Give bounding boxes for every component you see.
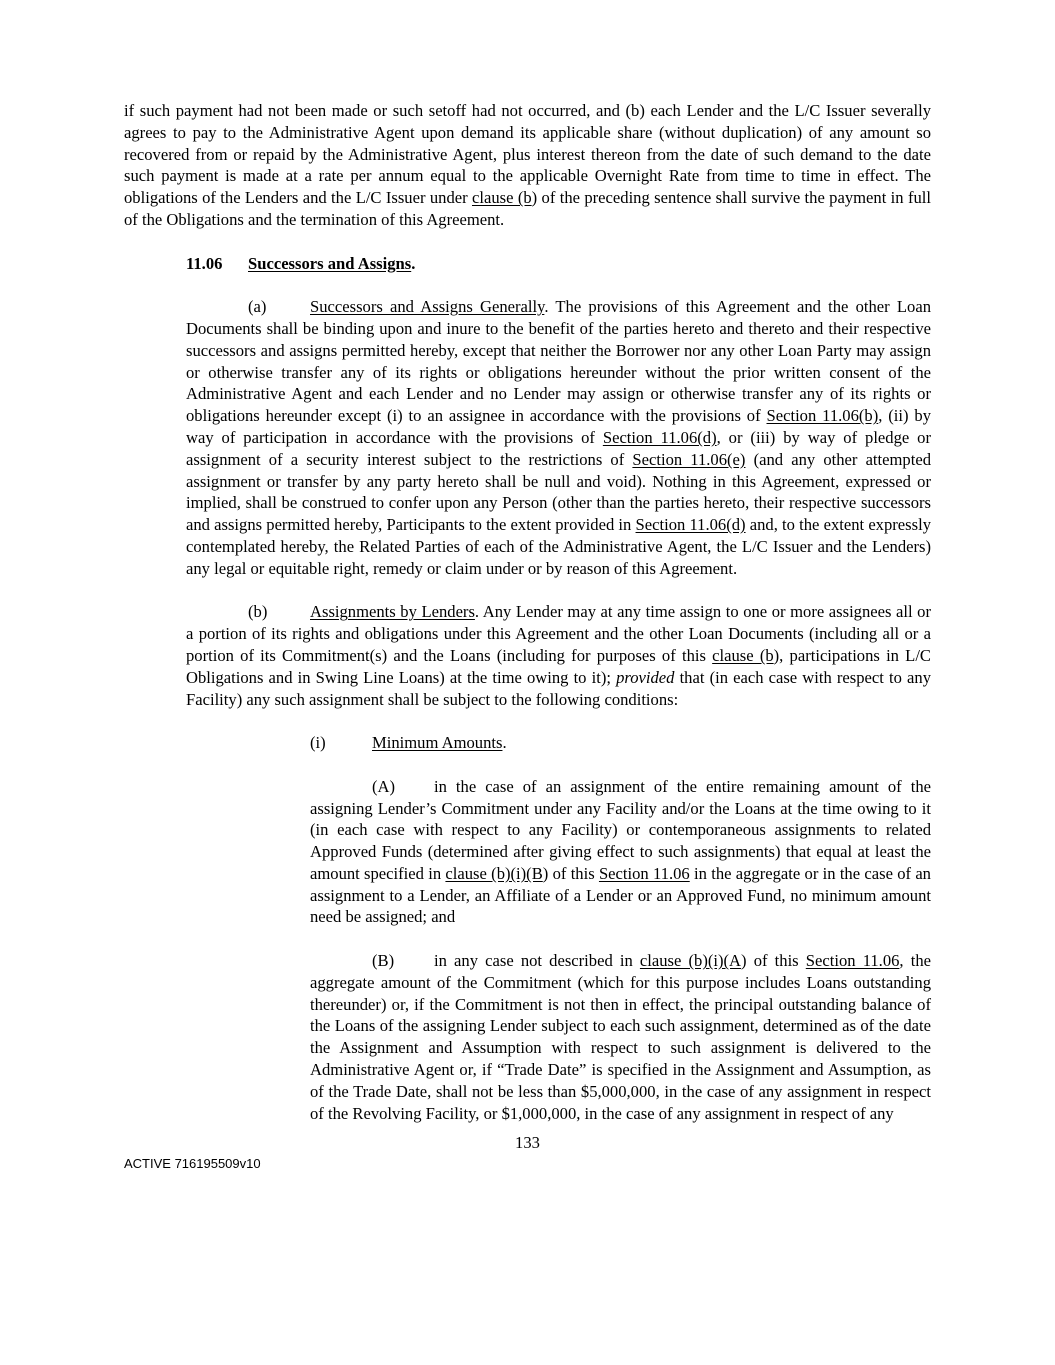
text-run: if such payment had not been made or such setoff had not occurred, and (b) each Lender and the L/C Issuer severally agrees to pay to the Administrative Agent upon demand its applicable share (without duplication) of any amount so recovered from or repaid by the Administrative Agent, plus interest thereon from the date of such demand to the date such payment is made at a rate per annum equal to the applicable Overnight Rate from time to time in effect. The obligations of the Lenders and the L/C Issuer under <box>124 101 931 208</box>
text-run: ) of the preceding sentence shall survive the payment in full of the Obligations and the termination of this Agreement. <box>124 188 931 229</box>
section-heading <box>186 253 931 275</box>
cross-reference: Section 11.06(d) <box>602 427 717 447</box>
paragraph-label: (B) <box>372 951 395 971</box>
cross-reference: Section 11.06 <box>805 951 900 971</box>
paragraph-a <box>186 296 931 579</box>
text-run: and, to the extent expressly contemplated hereby, the Related Parties of each of the Administrative Agent, the L/C Issuer and the Lenders) any legal or equitable right, remedy or claim under or by reason of this Agreement. <box>186 515 931 578</box>
text-run: ), participations in L/C Obligations and in Swing Line Loans) at the time owing to it); <box>186 645 931 687</box>
cross-reference: clause (b)(i)(B <box>445 863 543 883</box>
paragraph-b-i <box>310 732 931 754</box>
cross-reference: Section 11.06(d) <box>635 515 746 535</box>
text-run: ) of this <box>741 951 806 971</box>
paragraph-label: (a) <box>248 297 267 317</box>
text-run: . Any Lender may at any time assign to one or more assignees all or a portion of its rights and obligations under this Agreement and the other Loan Documents (including all or a portion of its Commitment(s) and the Loans (including for purposes of this <box>186 602 932 665</box>
cross-reference: Section 11.06 <box>598 863 690 883</box>
text-run: in the aggregate or in the case of an assignment to a Lender, an Affiliate of a Lender or an Approved Fund, no minimum amount need be assigned; and <box>310 863 931 927</box>
paragraph-label: (i) <box>310 733 326 753</box>
text-run: provided <box>616 667 675 687</box>
paragraph-b-i-A <box>310 776 931 929</box>
text-run: , or (iii) by way of pledge or assignment of a security interest subject to the restrictions of <box>186 427 931 469</box>
text-run: that (in each case with respect to any Facility) any such assignment shall be subject to the following conditions: <box>186 667 931 709</box>
cross-reference: Successors and Assigns <box>248 253 412 273</box>
text-run: , the aggregate amount of the Commitment (which for this purpose includes Loans outstanding thereunder) or, if the Commitment is not then in effect, the principal outstanding balance of the Loans of the assigning Lender subject to each such assignment, determined as of the date the Assignment and Assumption with respect to such assignment is delivered to the Administrative Agent or, if “Trade Date” is specified in the Assignment and Assumption, as of the Trade Date, shall not be less than $5,000,000, in the case of any assignment in respect of the Revolving Facility, or $1,000,000, in the case of any assignment in respect of any <box>310 951 931 1123</box>
document-id-footer: ACTIVE 716195509v10 <box>124 1156 261 1172</box>
cross-reference: clause (b)(i)(A <box>639 951 742 971</box>
text-run: (and any other attempted assignment or transfer by any party hereto shall be null and void). Nothing in this Agreement, expressed or implied, shall be construed to confer upon any Person (other than the parties hereto, their respective successors and assigns permitted hereby, Participants to the extent provided in <box>186 449 931 535</box>
cross-reference: Section 11.06(e) <box>632 449 746 469</box>
paragraph-label: (b) <box>248 602 268 622</box>
paragraph-label: 11.06 <box>186 253 223 273</box>
cross-reference: Minimum Amounts <box>372 733 503 753</box>
page-number: 133 <box>515 1133 540 1153</box>
text-run: in any case not described in <box>434 951 640 971</box>
paragraph-label: (A) <box>372 776 396 796</box>
paragraph-intro-continuation <box>124 100 931 231</box>
text-run: , (ii) by way of participation in accordance with the provisions of <box>186 406 932 447</box>
text-run: . <box>502 733 507 753</box>
text-run: in the case of an assignment of the entire remaining amount of the assigning Lender’s Commitment under any Facility and/or the Loans at the time owing to it (in each case with respect to any Facility) or contemporaneous assignments to related Approved Funds (determined after giving effect to such assignments) that equal at least the amount specified in <box>310 776 931 883</box>
text-run: ) of this <box>542 863 599 883</box>
cross-reference: clause (b <box>472 188 532 208</box>
text-run: . The provisions of this Agreement and the other Loan Documents shall be binding upon and inure to the benefit of the parties hereto and thereto and their respective successors and assigns permitted hereby, except that neither the Borrower nor any other Loan Party may assign or otherwise transfer any of its rights or obligations hereunder without the prior written consent of the Administrative Agent and each Lender and no Lender may assign or otherwise transfer any of its rights or obligations hereunder except (i) to an assignee in accordance with the provisions of <box>186 297 931 426</box>
cross-reference: Section 11.06(b) <box>766 406 879 426</box>
paragraph-b <box>186 601 931 710</box>
text-run: . <box>411 253 416 273</box>
cross-reference: Assignments by Lenders <box>310 602 475 622</box>
cross-reference: clause (b <box>712 645 774 665</box>
paragraph-b-i-B <box>310 950 931 1124</box>
cross-reference: Successors and Assigns Generally <box>310 297 545 317</box>
